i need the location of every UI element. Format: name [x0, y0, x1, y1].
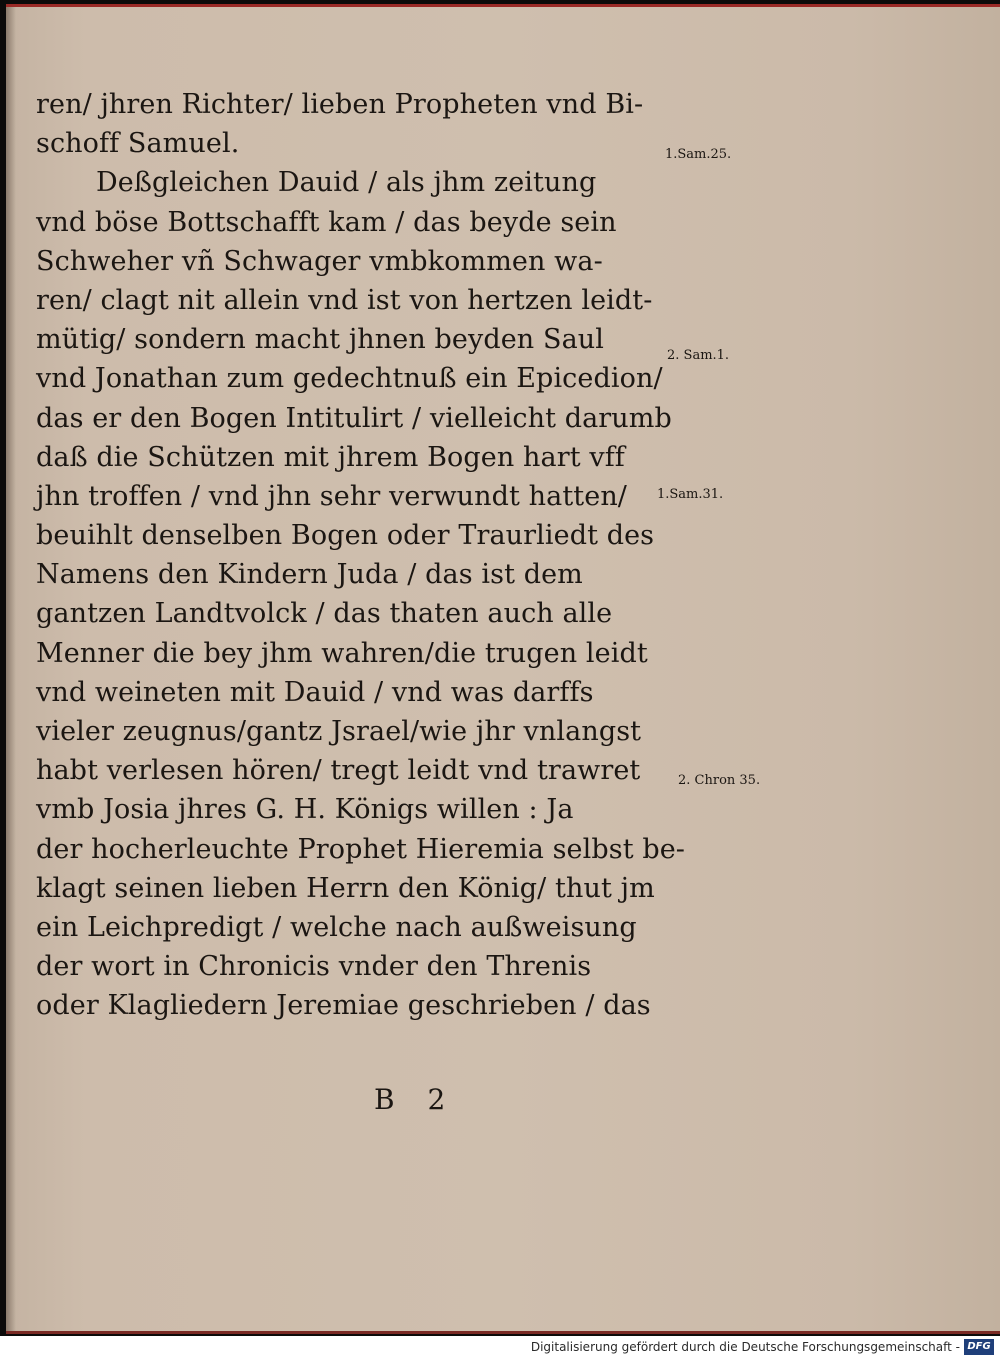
text-line: gantzen Landtvolck / das thaten auch alle — [36, 598, 613, 630]
text-line: beuihlt denselben Bogen oder Traurliedt des — [36, 520, 655, 552]
text-line: vnd Jonathan zum gedechtnuß ein Epicedion/ — [36, 363, 663, 395]
catchword-signature: B 2 — [374, 1083, 458, 1116]
text-line: Deßgleichen Dauid / als jhm zeitung — [96, 167, 597, 199]
dfg-logo: DFG — [964, 1339, 994, 1355]
text-line: der wort in Chronicis vnder den Threnis — [36, 951, 592, 983]
text-line: Schweher vñ Schwager vmbkommen wa- — [36, 245, 603, 277]
text-line: Namens den Kindern Juda / das ist dem — [36, 559, 583, 591]
text-line: schoff Samuel. — [36, 128, 240, 160]
book-page — [6, 4, 1000, 1334]
margin-note: 1.Sam.25. — [665, 147, 732, 162]
body-text — [36, 85, 686, 1026]
text-line: ren/ clagt nit allein vnd ist von hertzen leidt- — [36, 284, 653, 316]
text-line: daß die Schützen mit jhrem Bogen hart vff — [36, 441, 625, 473]
text-line: klagt seinen lieben Herrn den König/ thut jm — [36, 872, 655, 904]
text-line: mütig/ sondern macht jhnen beyden Saul — [36, 324, 604, 356]
margin-note: 2. Chron 35. — [678, 773, 761, 788]
text-line: oder Klagliedern Jeremiae geschrieben / das — [36, 990, 651, 1022]
text-line: vieler zeugnus/gantz Jsrael/wie jhr vnlangst — [36, 716, 642, 747]
text-line: jhn troffen / vnd jhn sehr verwundt hatten/ — [36, 480, 628, 512]
text-line: ren/ jhren Richter/ lieben Propheten vnd Bi- — [36, 89, 644, 120]
text-line: vmb Josia jhres G. H. Königs willen : Ja — [36, 794, 574, 826]
text-line: der hocherleuchte Prophet Hieremia selbst be- — [36, 833, 686, 865]
text-line: habt verlesen hören/ tregt leidt vnd trawret — [36, 755, 641, 787]
margin-note: 1.Sam.31. — [657, 487, 724, 502]
funding-credit: Digitalisierung gefördert durch die Deutsche Forschungsgemeinschaft - — [530, 1340, 960, 1354]
text-line: vnd weineten mit Dauid / vnd was darffs — [36, 676, 594, 708]
text-line: vnd böse Bottschafft kam / das beyde sein — [36, 206, 617, 238]
footer-bar — [0, 1336, 1000, 1360]
text-line: Menner die bey jhm wahren/die trugen leidt — [36, 637, 648, 669]
text-line: ein Leichpredigt / welche nach außweisung — [36, 911, 637, 943]
margin-note: 2. Sam.1. — [667, 348, 730, 363]
text-line: das er den Bogen Intitulirt / vielleicht darumb — [36, 402, 672, 434]
